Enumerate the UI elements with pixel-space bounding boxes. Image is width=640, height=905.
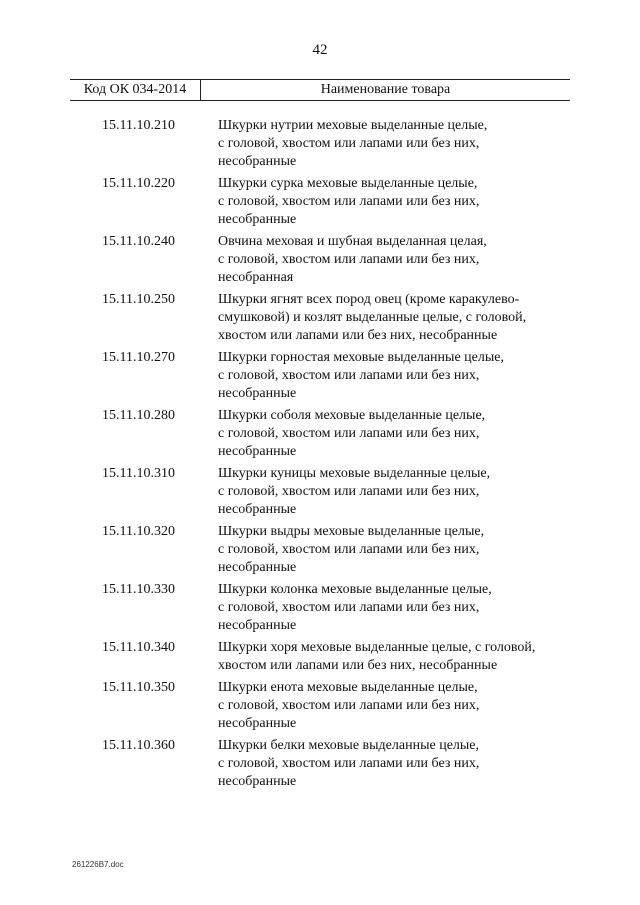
- product-code: 15.11.10.340: [102, 640, 175, 655]
- product-name: Шкурки куницы меховые выделанные целые, с головой, хвостом или лапами или без них, несобранные: [218, 466, 491, 517]
- product-name: Шкурки ягнят всех пород овец (кроме каракулево- смушковой) и козлят выделанные целые, с головой, хвостом или лапами или без них, несобранные: [218, 292, 527, 343]
- product-code: 15.11.10.240: [102, 234, 175, 249]
- header-name: Наименование товара: [320, 82, 451, 97]
- table-header: [70, 79, 570, 101]
- product-name: Шкурки соболя меховые выделанные целые, с головой, хвостом или лапами или без них, несобранные: [218, 408, 486, 459]
- product-name: Шкурки енота меховые выделанные целые, с головой, хвостом или лапами или без них, несобранные: [218, 680, 480, 731]
- table-row: [0, 291, 640, 345]
- product-code: 15.11.10.350: [102, 680, 175, 695]
- table-row: [0, 639, 640, 675]
- product-name: Шкурки сурка меховые выделанные целые, с головой, хвостом или лапами или без них, несобранные: [218, 176, 480, 227]
- page-number: 42: [312, 42, 328, 58]
- table-row: [0, 175, 640, 229]
- product-name: Шкурки горностая меховые выделанные целые, с головой, хвостом или лапами или без них, несобранные: [218, 350, 504, 401]
- product-code: 15.11.10.320: [102, 524, 175, 539]
- product-code: 15.11.10.210: [102, 118, 175, 133]
- table-row: [0, 407, 640, 461]
- footer-filename: 261226B7.doc: [72, 860, 124, 869]
- product-code: 15.11.10.360: [102, 738, 175, 753]
- product-code: 15.11.10.310: [102, 466, 175, 481]
- table-row: [0, 465, 640, 519]
- product-code: 15.11.10.220: [102, 176, 175, 191]
- table-row: [0, 523, 640, 577]
- table-row: [0, 349, 640, 403]
- product-name: Шкурки нутрии меховые выделанные целые, с головой, хвостом или лапами или без них, несобранные: [218, 118, 488, 169]
- product-name: Шкурки белки меховые выделанные целые, с головой, хвостом или лапами или без них, несобранные: [218, 738, 480, 789]
- product-name: Шкурки выдры меховые выделанные целые, с головой, хвостом или лапами или без них, несобранные: [218, 524, 485, 575]
- table-row: [0, 737, 640, 791]
- product-name: Шкурки колонка меховые выделанные целые, с головой, хвостом или лапами или без них, несобранные: [218, 582, 492, 633]
- product-name: Шкурки хоря меховые выделанные целые, с головой, хвостом или лапами или без них, несобранные: [218, 640, 536, 673]
- table-row: [0, 117, 640, 171]
- product-code: 15.11.10.270: [102, 350, 175, 365]
- header-code: Код ОК 034-2014: [70, 80, 201, 100]
- product-code: 15.11.10.250: [102, 292, 175, 307]
- product-code: 15.11.10.330: [102, 582, 175, 597]
- product-name: Овчина меховая и шубная выделанная целая, с головой, хвостом или лапами или без них, несобранная: [218, 234, 487, 285]
- table-body: [0, 117, 640, 795]
- table-row: [0, 233, 640, 287]
- product-code: 15.11.10.280: [102, 408, 175, 423]
- table-row: [0, 581, 640, 635]
- table-row: [0, 679, 640, 733]
